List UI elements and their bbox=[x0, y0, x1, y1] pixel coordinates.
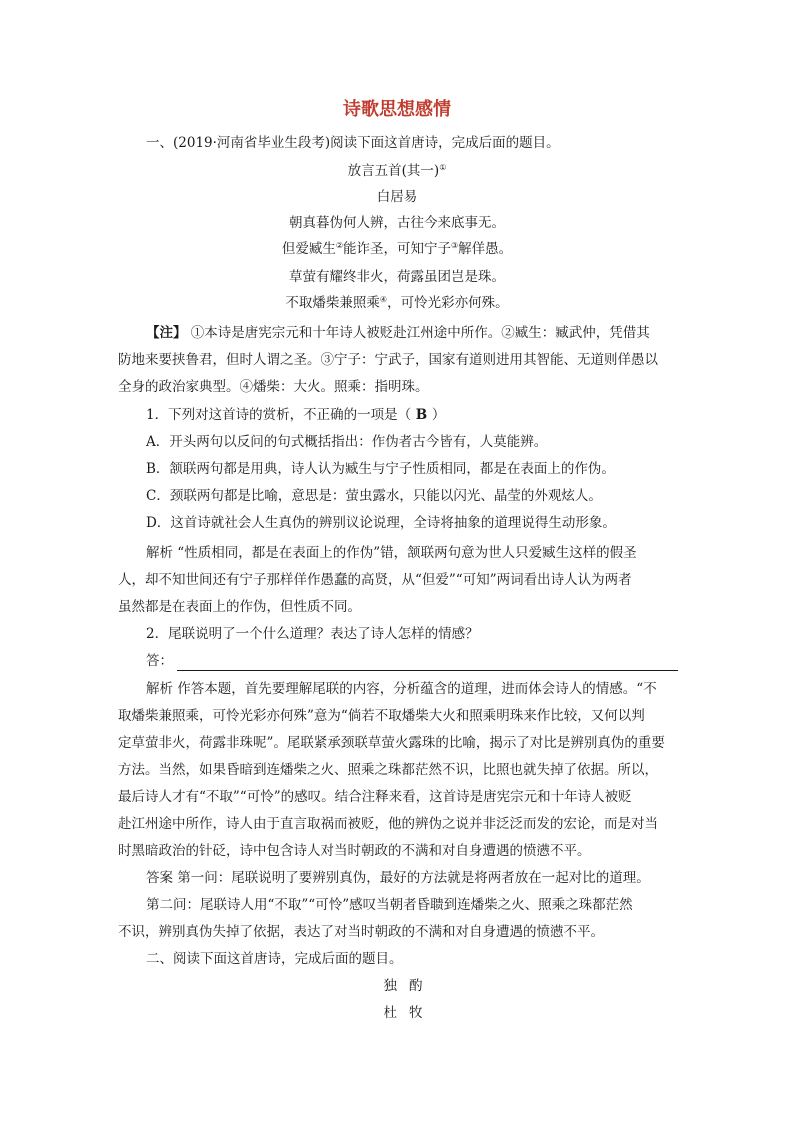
sub-question-1: 1．下列对这首诗的赏析，不正确的一项是（ B ） bbox=[146, 407, 446, 423]
question-2-intro: 二、阅读下面这首唐诗，完成后面的题目。 bbox=[146, 951, 403, 967]
explanation-2-line-2: 取燔柴兼照乘，可怜光彩亦何殊”意为“倘若不取燔柴大火和照乘明珠来作比较，又何以判 bbox=[118, 708, 645, 724]
answer-label: 答： bbox=[146, 653, 173, 669]
option-b: B．颔联两句都是用典，诗人认为臧生与宁子性质相同，都是在表面上的作伪。 bbox=[146, 461, 615, 477]
question-1-intro: 一、(2019·河南省毕业生段考)阅读下面这首唐诗，完成后面的题目。 bbox=[146, 135, 560, 151]
explanation-2-line-5: 最后诗人才有“不取”“可怜”的感叹。结合注释来看，这首诗是唐宪宗元和十年诗人被贬 bbox=[118, 789, 632, 805]
option-a: A．开头两句以反问的句式概括指出：作伪者古今皆有，人莫能辨。 bbox=[146, 434, 548, 450]
answer-blank-line[interactable] bbox=[177, 655, 678, 671]
sub-question-2: 2．尾联说明了一个什么道理？表达了诗人怎样的情感？ bbox=[146, 626, 479, 642]
explanation-2-line-4: 方法。当然，如果昏暗到连燔柴之火、照乘之珠都茫然不识，比照也就失掉了依据。所以， bbox=[118, 762, 658, 778]
note-line-2: 防地来要挟鲁君，但时人谓之圣。③宁子：宁武子，国家有道则进用其智能、无道则佯愚以 bbox=[118, 352, 658, 368]
poem-line-1: 朝真暮伪何人辨，古往今来底事无。 bbox=[289, 215, 505, 231]
explanation-2-line-1: 解析 作答本题，首先要理解尾联的内容，分析蕴含的道理，进而体会诗人的情感。“不 bbox=[146, 681, 657, 697]
note-tag: 【注】 bbox=[146, 325, 187, 341]
answer-row bbox=[146, 651, 678, 671]
option-d: D．这首诗就社会人生真伪的辨别议论说理，全诗将抽象的道理说得生动形象。 bbox=[146, 515, 616, 531]
explanation-1-line-2: 人，却不知世间还有宁子那样佯作愚蠢的高贤，从“但爱”“可知”两词看出诗人认为两者 bbox=[118, 572, 632, 588]
answer-tag: 答案 bbox=[146, 870, 173, 886]
explanation-1-line-3: 虽然都是在表面上的作伪，但性质不同。 bbox=[118, 599, 361, 615]
poem-line-2: 但爱臧生②能诈圣，可知宁子③解佯愚。 bbox=[281, 241, 513, 257]
footnote-mark: ① bbox=[439, 163, 447, 172]
note-line-3: 全身的政治家典型。④燔柴：大火。照乘：指明珠。 bbox=[118, 379, 429, 395]
answer-2-line-2: 第二问：尾联诗人用“不取”“可怜”感叹当朝者昏聩到连燔柴之火、照乘之珠都茫然 bbox=[146, 897, 633, 913]
note-line-1: 【注】 ①本诗是唐宪宗元和十年诗人被贬赴江州途中所作。②臧生：臧武仲，凭借其 bbox=[146, 325, 650, 341]
poem-line-4: 不取燔柴兼照乘④，可怜光彩亦何殊。 bbox=[285, 295, 509, 311]
explanation-1-line-1: 解析 “性质相同，都是在表面上的作伪”错，颔联两句意为世人只爱臧生这样的假圣 bbox=[146, 545, 637, 561]
explanation-2-line-3: 定草萤非火，荷露非珠呢”。尾联紧承颈联草萤火露珠的比喻，揭示了对比是辨别真伪的重要 bbox=[118, 735, 665, 751]
answer-2-line-1: 答案 第一问：尾联说明了要辨别真伪，最好的方法就是将两者放在一起对比的道理。 bbox=[146, 870, 650, 886]
poem-title: 放言五首(其一)① bbox=[347, 163, 447, 179]
poem-author: 白居易 bbox=[376, 189, 418, 205]
explanation-2-line-6: 赴江州途中所作，诗人由于直言取祸而被贬，他的辨伪之说并非泛泛而发的宏论，而是对当 bbox=[118, 816, 658, 832]
poem-line-3: 草萤有耀终非火，荷露虽团岂是珠。 bbox=[289, 269, 505, 285]
explanation-tag: 解析 bbox=[146, 545, 173, 561]
page-title: 诗歌思想感情 bbox=[343, 99, 451, 120]
explanation-tag: 解析 bbox=[146, 681, 173, 697]
poem-2-author: 杜牧 bbox=[383, 1005, 435, 1021]
option-c: C．颈联两句都是比喻，意思是：萤虫露水，只能以闪光、晶莹的外观炫人。 bbox=[146, 488, 602, 504]
correct-answer: B bbox=[411, 407, 432, 423]
explanation-2-line-7: 时黑暗政治的针砭，诗中包含诗人对当时朝政的不满和对自身遭遇的愤懑不平。 bbox=[118, 843, 591, 859]
poem-2-title: 独酌 bbox=[383, 978, 435, 994]
answer-2-line-3: 不识，辨别真伪失掉了依据，表达了对当时朝政的不满和对自身遭遇的愤懑不平。 bbox=[118, 924, 604, 940]
